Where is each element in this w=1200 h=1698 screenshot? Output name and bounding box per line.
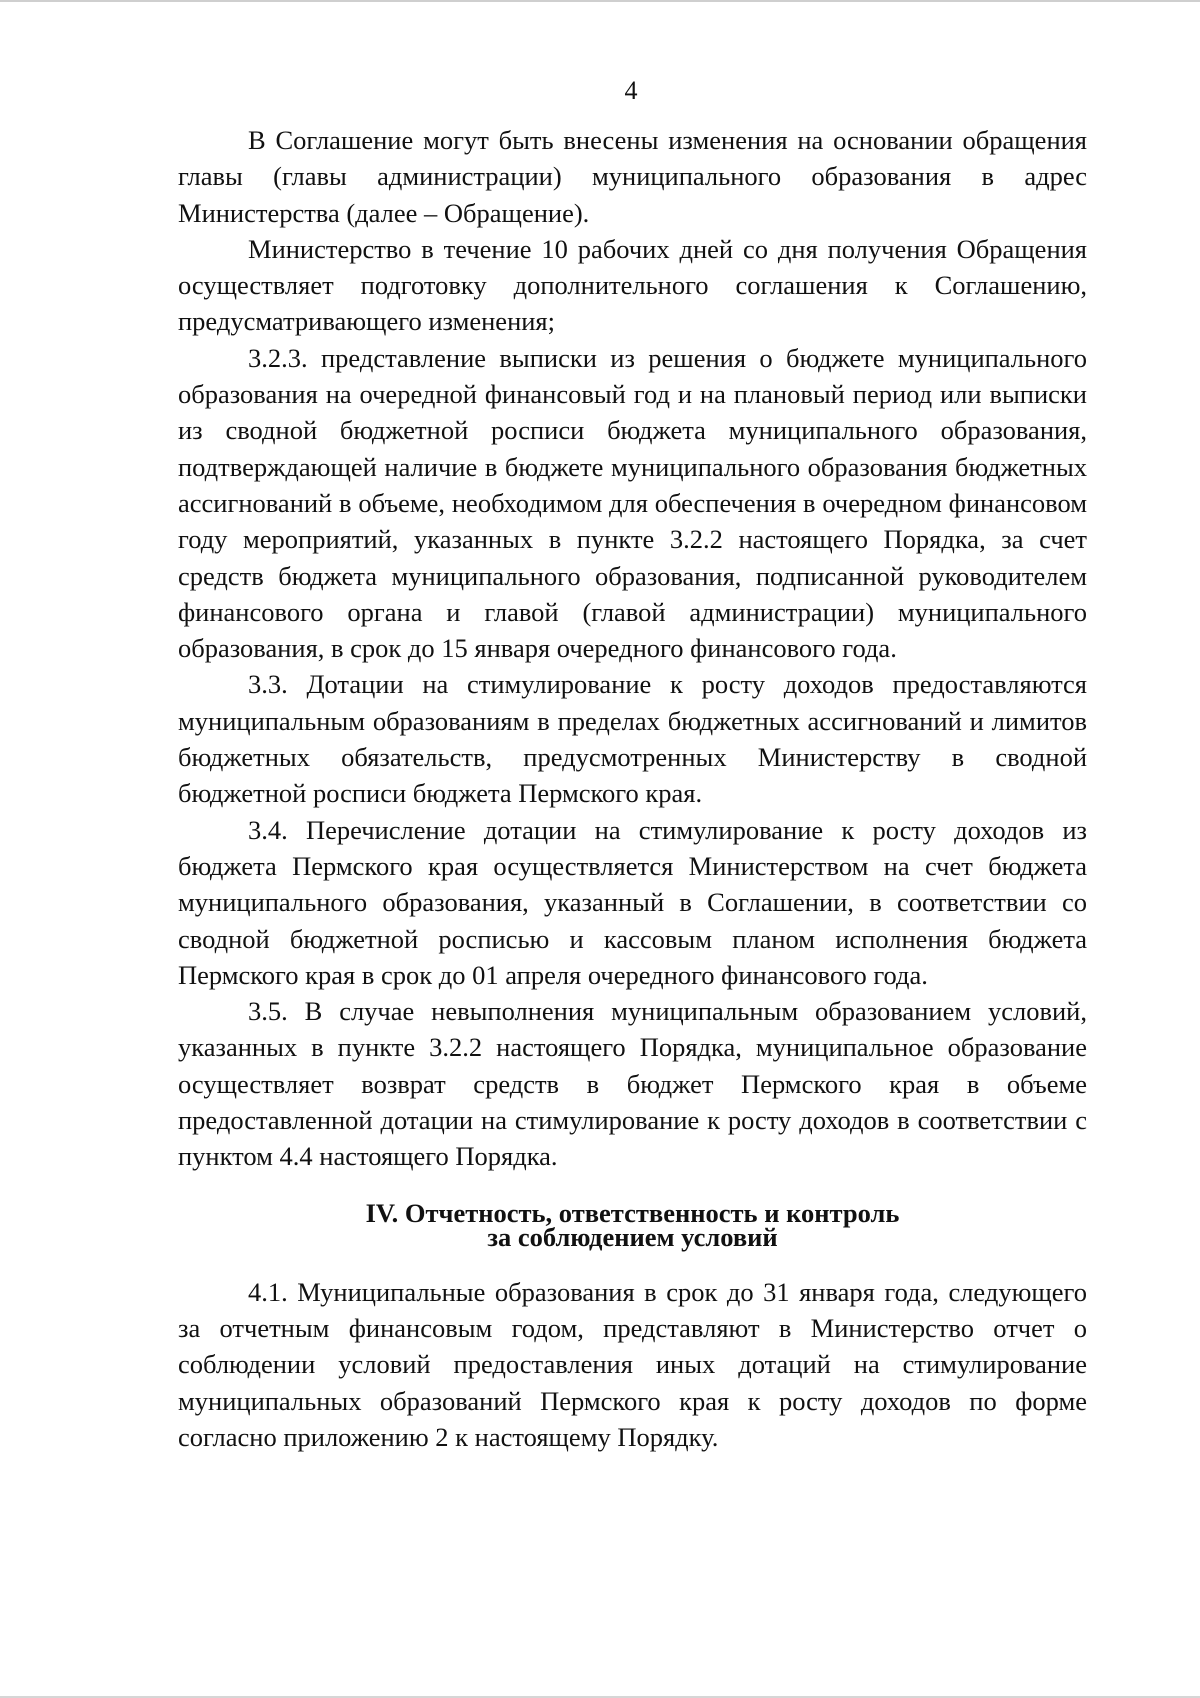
paragraph-3-5: 3.5. В случае невыполнения муниципальным образованием условий, указанных в пункте 3.2.2 настоящего Порядка, муниципальное образование осуществляет возврат средств в бюджет Пермского края в объеме предоставленной дотации на стимулирование к росту доходов в соответствии с пунктом 4.4 настоящего Порядка.	[178, 996, 1087, 1172]
scan-edge-top	[0, 0, 1200, 2]
paragraph-ministry-term: Министерство в течение 10 рабочих дней со дня получения Обращения осуществляет подготовку дополнительного соглашения к Соглашению, предусматривающего изменения;	[178, 233, 1087, 337]
section-heading	[178, 1197, 1087, 1252]
page-number: 4	[624, 76, 638, 105]
section-heading-line-2: за соблюдением условий	[487, 1221, 778, 1252]
paragraph-4-1: 4.1. Муниципальные образования в срок до 31 января года, следующего за отчетным финансовым годом, представляют в Министерство отчет о соблюдении условий предоставления иных дотаций на стимулирование муниципальных образований Пермского края к росту доходов по форме согласно приложению 2 к настоящему Порядку.	[178, 1276, 1087, 1452]
section-heading-line-1: IV. Отчетность, ответственность и контроль	[365, 1197, 900, 1228]
paragraph-3-3: 3.3. Дотации на стимулирование к росту доходов предоставляются муниципальным образованиям в пределах бюджетных ассигнований и лимитов бюджетных обязательств, предусмотренных Министерству в сводной бюджетной росписи бюджета Пермского края.	[178, 669, 1087, 809]
document-body	[178, 122, 1087, 1455]
paragraph-amendment: В Соглашение могут быть внесены изменения на основании обращения главы (главы администрации) муниципального образования в адрес Министерства (далее – Обращение).	[178, 125, 1087, 228]
paragraph-3-4: 3.4. Перечисление дотации на стимулирование к росту доходов из бюджета Пермского края осуществляется Министерством на счет бюджета муниципального образования, указанный в Соглашении, в соответствии со сводной бюджетной росписью и кассовым планом исполнения бюджета Пермского края в срок до 01 апреля очередного финансового года.	[178, 814, 1087, 990]
paragraph-3-2-3: 3.2.3. представление выписки из решения о бюджете муниципального образования на очередной финансовый год и на плановый период или выписки из сводной бюджетной росписи бюджета муниципального образования, подтверждающей наличие в бюджете муниципального образования бюджетных ассигнований в объеме, необходимом для обеспечения в очередном финансовом году мероприятий, указанных в пункте 3.2.2 настоящего Порядка, за счет средств бюджета муниципального образования, подписанной руководителем финансового органа и главой (главой администрации) муниципального образования, в срок до 15 января очередного финансового года.	[178, 342, 1087, 664]
